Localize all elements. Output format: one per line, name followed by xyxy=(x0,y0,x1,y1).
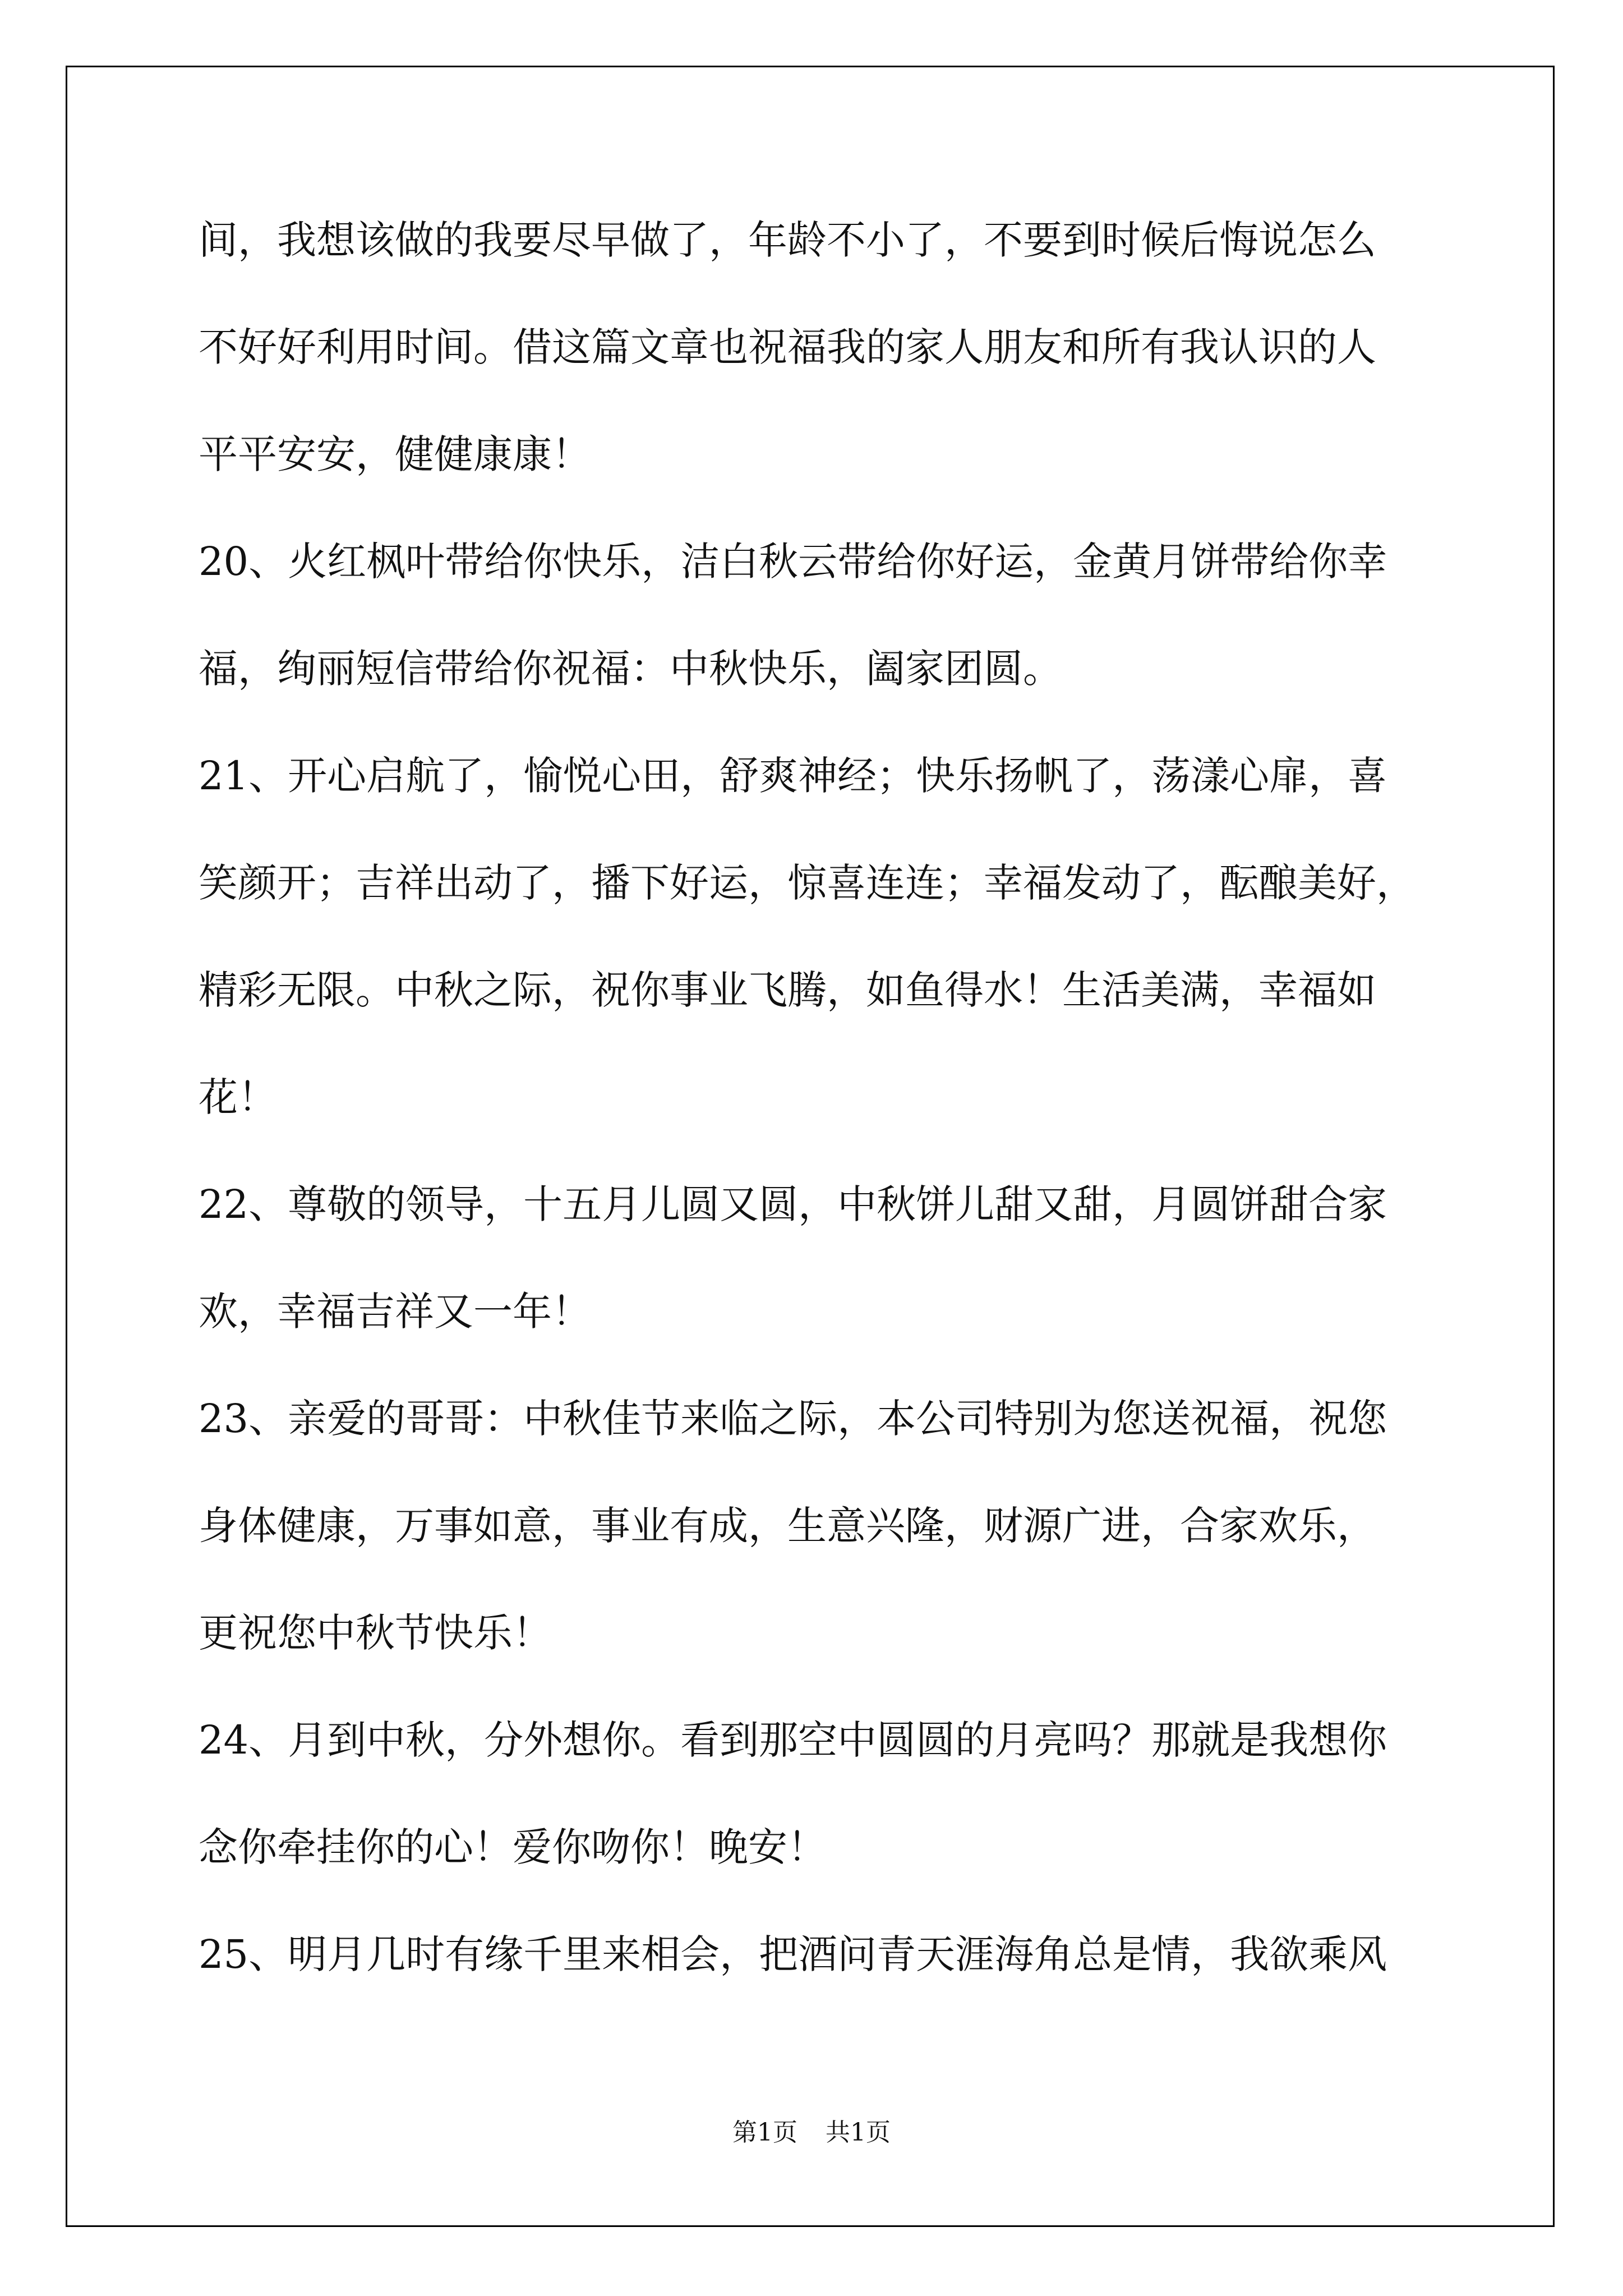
page-total: 共1页 xyxy=(826,2118,891,2147)
text-line: 身体健康，万事如意，事业有成，生意兴隆，财源广进，合家欢乐， xyxy=(199,1503,1376,1549)
text-line: 平平安安，健健康康！ xyxy=(199,431,591,477)
text-line: 花！ xyxy=(199,1074,277,1120)
text-line: 不好好利用时间。借这篇文章也祝福我的家人朋友和所有我认识的人 xyxy=(199,324,1376,370)
text-line: 20、火红枫叶带给你快乐，洁白秋云带给你好运，金黄月饼带给你幸 xyxy=(199,539,1387,585)
page-footer xyxy=(0,2116,1623,2150)
page-border xyxy=(66,66,1555,2227)
text-line: 25、明月几时有缘千里来相会，把酒问青天涯海角总是情，我欲乘风 xyxy=(199,1931,1387,1977)
text-line: 21、开心启航了，愉悦心田，舒爽神经；快乐扬帆了，荡漾心扉，喜 xyxy=(199,753,1387,799)
text-line: 更祝您中秋节快乐！ xyxy=(199,1610,552,1656)
text-line: 欢，幸福吉祥又一年！ xyxy=(199,1289,591,1335)
text-line: 笑颜开；吉祥出动了，播下好运，惊喜连连；幸福发动了，酝酿美好， xyxy=(199,860,1415,906)
text-line: 念你牵挂你的心！爱你吻你！晚安！ xyxy=(199,1824,827,1870)
text-line: 间，我想该做的我要尽早做了，年龄不小了，不要到时候后悔说怎么 xyxy=(199,217,1376,263)
text-line: 福，绚丽短信带给你祝福：中秋快乐，阖家团圆。 xyxy=(199,646,1062,692)
page-number: 第1页 xyxy=(732,2118,797,2147)
text-line: 精彩无限。中秋之际，祝你事业飞腾，如鱼得水！生活美满，幸福如 xyxy=(199,967,1376,1013)
text-line: 24、月到中秋，分外想你。看到那空中圆圆的月亮吗？那就是我想你 xyxy=(199,1717,1387,1763)
text-line: 22、尊敬的领导，十五月儿圆又圆，中秋饼儿甜又甜，月圆饼甜合家 xyxy=(199,1181,1387,1227)
text-line: 23、亲爱的哥哥：中秋佳节来临之际，本公司特别为您送祝福，祝您 xyxy=(199,1396,1387,1442)
